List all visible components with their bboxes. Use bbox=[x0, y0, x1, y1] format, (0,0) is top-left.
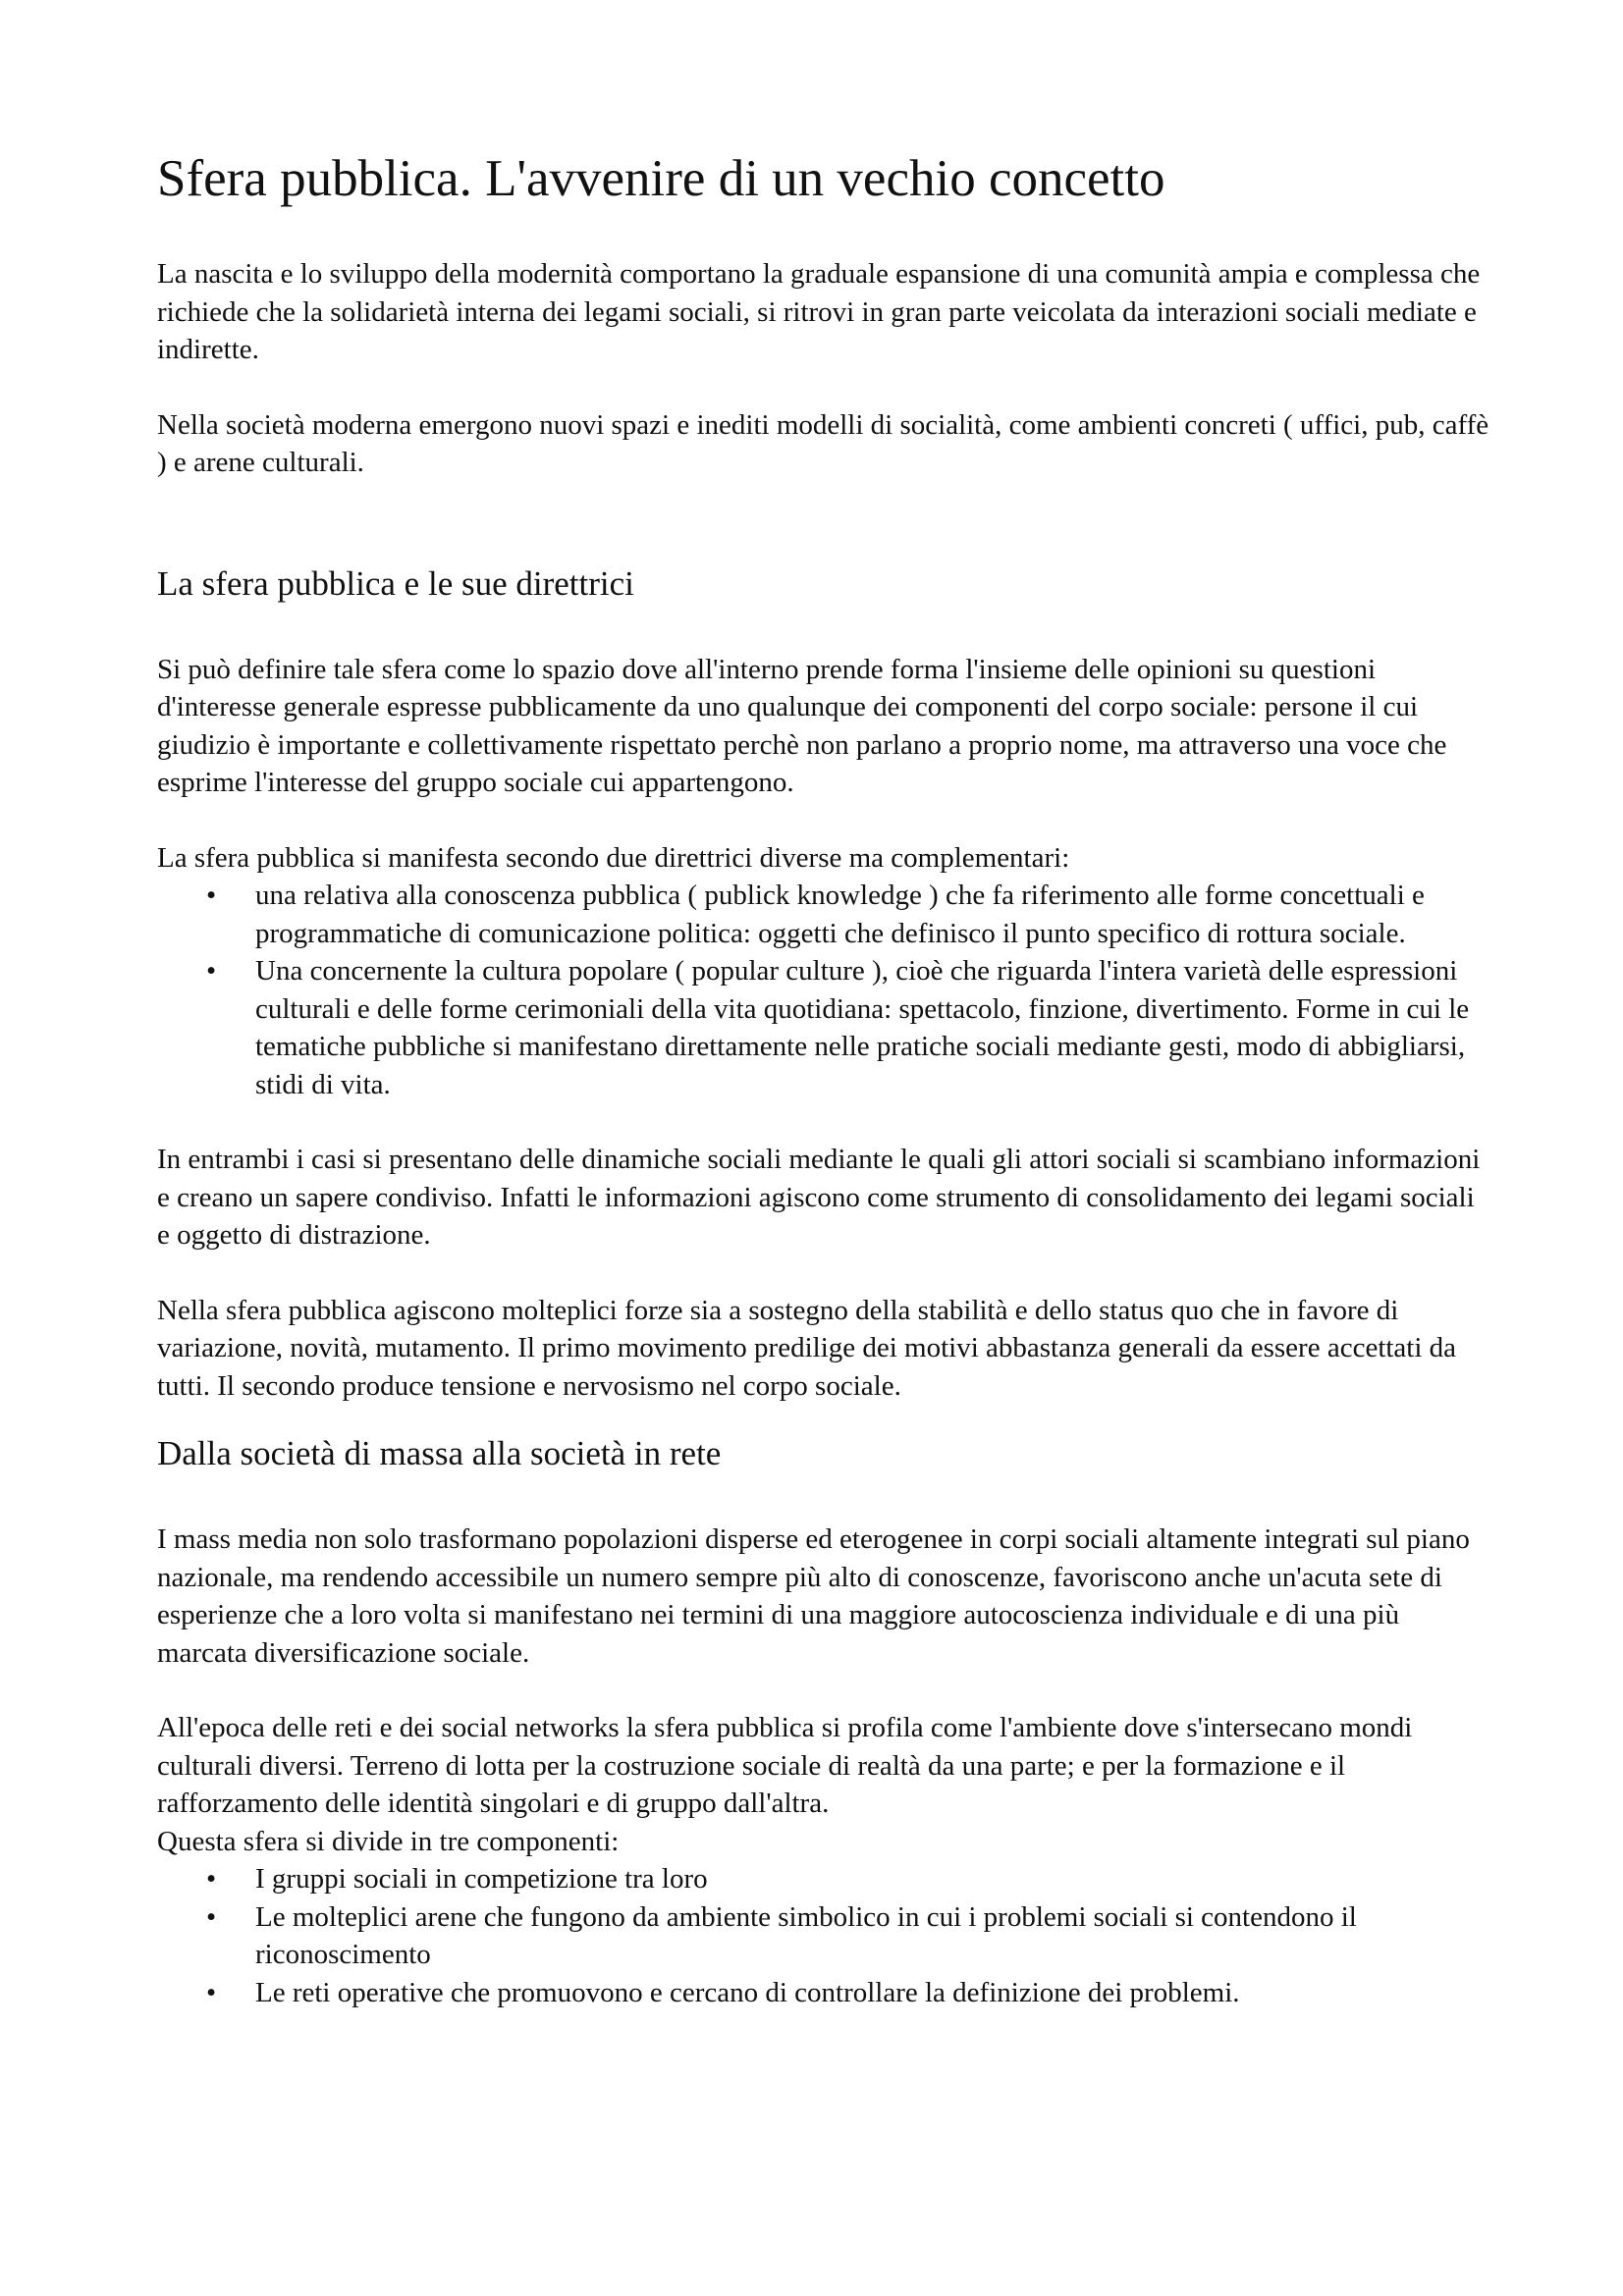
section-2-paragraph-3: Questa sfera si divide in tre componenti: bbox=[157, 1825, 620, 1857]
section-2-bullet-list bbox=[157, 1860, 1492, 2011]
intro-paragraph-1: La nascita e lo sviluppo della modernità comportano la graduale espansione di una comunità ampia e complessa che richiede che la solidarietà interna dei legami sociali, si ritrovi in gran parte veicolata da interazioni sociali mediate e indirette. bbox=[157, 258, 1481, 365]
list-item-text: Una concernente la cultura popolare ( popular culture ), cioè che riguarda l'intera varietà delle espressioni culturali e delle forme cerimoniali della vita quotidiana: spettacolo, finzione, divertimento. Forme in cui le tematiche pubbliche si manifestano direttamente nelle pratiche sociali mediante gesti, modo di abbigliarsi, stidi di vita. bbox=[255, 955, 1470, 1100]
document-page bbox=[157, 147, 1492, 2049]
list-item bbox=[157, 877, 1492, 952]
section-1-paragraph-2: La sfera pubblica si manifesta secondo due direttrici diverse ma complementari: bbox=[157, 841, 1070, 874]
section-2-paragraph-1: I mass media non solo trasformano popolazioni disperse ed eterogenee in corpi sociali altamente integrati sul piano nazionale, ma rendendo accessibile un numero sempre più alto di conoscenze, favoriscono anche un'acuta sete di esperienze che a loro volta si manifestano nei termini di una maggiore autocoscienza individuale e di una più marcata diversificazione sociale. bbox=[157, 1523, 1470, 1669]
list-item bbox=[157, 952, 1492, 1103]
section-1-paragraph-1: Si può definire tale sfera come lo spazio dove all'interno prende forma l'insieme delle opinioni su questioni d'interesse generale espresse pubblicamente da uno qualunque dei componenti del corpo sociale: persone il cui giudizio è importante e collettivamente rispettato perchè non parlano a proprio nome, ma attraverso una voce che esprime l'interesse del gruppo sociale cui appartengono. bbox=[157, 653, 1447, 798]
bullet-icon: • bbox=[206, 1863, 217, 1895]
list-item bbox=[157, 1974, 1492, 2012]
list-item-text: Le reti operative che promuovono e cercano di controllare la definizione dei problemi. bbox=[255, 1976, 1240, 2008]
bullet-icon: • bbox=[206, 880, 217, 911]
document-title: Sfera pubblica. L'avvenire di un vechio concetto bbox=[157, 150, 1165, 207]
list-item-text: una relativa alla conoscenza pubblica ( publick knowledge ) che fa riferimento alle forme concettuali e programmatiche di comunicazione politica: oggetti che definisco il punto specifico di rottura sociale. bbox=[255, 880, 1425, 949]
section-1-paragraph-4: Nella sfera pubblica agiscono molteplici forze sia a sostegno della stabilità e dello status quo che in favore di variazione, novità, mutamento. Il primo movimento predilige dei motivi abbastanza generali da essere accettati da tutti. Il secondo produce tensione e nervosismo nel corpo sociale. bbox=[157, 1294, 1457, 1402]
section-1-paragraph-3: In entrambi i casi si presentano delle dinamiche sociali mediante le quali gli attori sociali si scambiano informazioni e creano un sapere condiviso. Infatti le informazioni agiscono come strumento di consolidamento dei legami sociali e oggetto di distrazione. bbox=[157, 1144, 1481, 1251]
bullet-icon: • bbox=[206, 955, 217, 987]
intro-paragraph-2: Nella società moderna emergono nuovi spazi e inediti modelli di socialità, come ambienti concreti ( uffici, pub, caffè ) e arene culturali. bbox=[157, 408, 1489, 478]
bullet-icon: • bbox=[206, 1900, 217, 1933]
list-item bbox=[157, 1860, 1492, 1898]
section-2-paragraph-2: All'epoca delle reti e dei social networks la sfera pubblica si profila come l'ambiente dove s'intersecano mondi culturali diversi. Terreno di lotta per la costruzione sociale di realtà da una parte; e per la formazione e il rafforzamento delle identità singolari e di gruppo dall'altra. bbox=[157, 1712, 1413, 1819]
list-item-text: I gruppi sociali in competizione tra loro bbox=[255, 1863, 708, 1895]
section-2-heading: Dalla società di massa alla società in rete bbox=[157, 1434, 722, 1472]
bullet-icon: • bbox=[206, 1976, 217, 2008]
section-1-bullet-list bbox=[157, 877, 1492, 1103]
section-1-heading: La sfera pubblica e le sue direttrici bbox=[157, 563, 634, 603]
list-item bbox=[157, 1898, 1492, 1974]
list-item-text: Le molteplici arene che fungono da ambiente simbolico in cui i problemi sociali si contendono il riconoscimento bbox=[255, 1900, 1357, 1970]
